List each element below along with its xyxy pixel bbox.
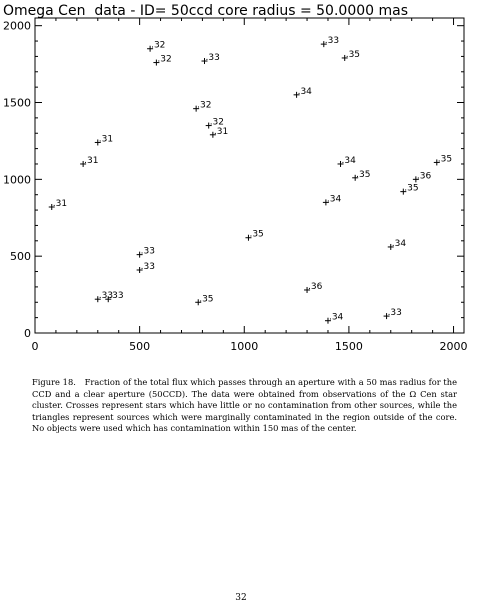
data-point xyxy=(95,134,113,145)
point-label: .34 xyxy=(341,155,356,166)
point-label: .34 xyxy=(326,194,342,205)
point-label: .31 xyxy=(84,155,99,166)
figure-label: Figure 18. xyxy=(32,377,76,387)
point-label: .33 xyxy=(140,246,155,257)
point-label: .31 xyxy=(98,134,114,145)
point-label: .36 xyxy=(416,171,432,182)
x-axis xyxy=(32,18,468,353)
point-label: .31 xyxy=(52,199,68,209)
data-point xyxy=(400,184,418,195)
figure-caption xyxy=(32,377,457,435)
point-label: .32 xyxy=(151,40,166,51)
data-point xyxy=(147,41,165,52)
y-tick-label: 1500 xyxy=(3,96,31,110)
data-point xyxy=(434,154,452,165)
point-label: .33 xyxy=(324,36,340,47)
data-point xyxy=(321,36,339,47)
data-points xyxy=(49,36,452,324)
data-point xyxy=(294,87,313,98)
data-point xyxy=(137,262,155,273)
caption-text: Fraction of the total flux which passes through an aperture with a 50 mas radius for the CCD and a clear aperture (50CCD). The data were obtained from observations of the Ω Cen star cluster. Crosses represent stars which have little or no contamination from other sources, while the triangles represent sources which were marginally contaminated in the region outside of the core. No objects were used which has contamination within 150 mas of the center. xyxy=(32,377,457,433)
y-tick-label: 0 xyxy=(24,327,31,340)
x-tick-label: 0 xyxy=(31,340,39,353)
point-label: .32 xyxy=(209,117,225,128)
data-point xyxy=(338,156,357,167)
point-label: .32 xyxy=(157,54,172,65)
point-label: .36 xyxy=(308,281,323,292)
data-point xyxy=(352,170,370,181)
x-tick-label: 2000 xyxy=(439,340,468,353)
point-label: .33 xyxy=(387,308,402,319)
point-label: .35 xyxy=(404,183,419,194)
data-point xyxy=(304,282,323,293)
data-point xyxy=(195,294,213,305)
point-label: .33 xyxy=(109,291,124,302)
data-point xyxy=(137,247,155,258)
y-tick-label: 2000 xyxy=(3,19,31,33)
data-point xyxy=(193,101,211,112)
chart-title: Omega Cen data - ID= 50ccd core radius = 50.0000 mas xyxy=(3,3,409,19)
y-axis xyxy=(3,20,464,340)
data-point xyxy=(388,239,407,250)
point-label: .33 xyxy=(205,53,220,64)
data-point xyxy=(325,313,344,324)
x-tick-label: 1000 xyxy=(230,340,259,353)
data-point xyxy=(210,127,228,138)
point-label: .31 xyxy=(213,126,229,137)
point-label: .32 xyxy=(197,100,212,111)
data-point xyxy=(245,230,263,241)
x-tick-label: 500 xyxy=(129,340,151,353)
point-label: .34 xyxy=(391,238,407,249)
point-label: .35 xyxy=(249,229,264,240)
page-number: 32 xyxy=(235,593,247,603)
y-tick-label: 1000 xyxy=(3,173,31,187)
y-tick-label: 500 xyxy=(10,250,31,264)
point-label: .35 xyxy=(356,169,371,180)
data-point xyxy=(342,50,360,61)
data-point xyxy=(413,171,432,182)
point-label: .33 xyxy=(140,262,155,272)
point-label: .33 xyxy=(98,291,114,302)
point-label: .35 xyxy=(437,154,453,165)
point-label: .34 xyxy=(328,312,344,323)
data-point xyxy=(49,199,67,210)
data-point xyxy=(80,156,98,167)
point-label: .35 xyxy=(345,49,361,60)
data-point xyxy=(153,55,171,66)
data-point xyxy=(323,194,342,205)
data-point xyxy=(384,308,402,319)
plot-frame xyxy=(35,18,464,333)
point-label: .34 xyxy=(297,86,312,97)
point-label: .35 xyxy=(199,294,214,305)
data-point xyxy=(202,53,220,64)
x-tick-label: 1500 xyxy=(334,340,363,353)
